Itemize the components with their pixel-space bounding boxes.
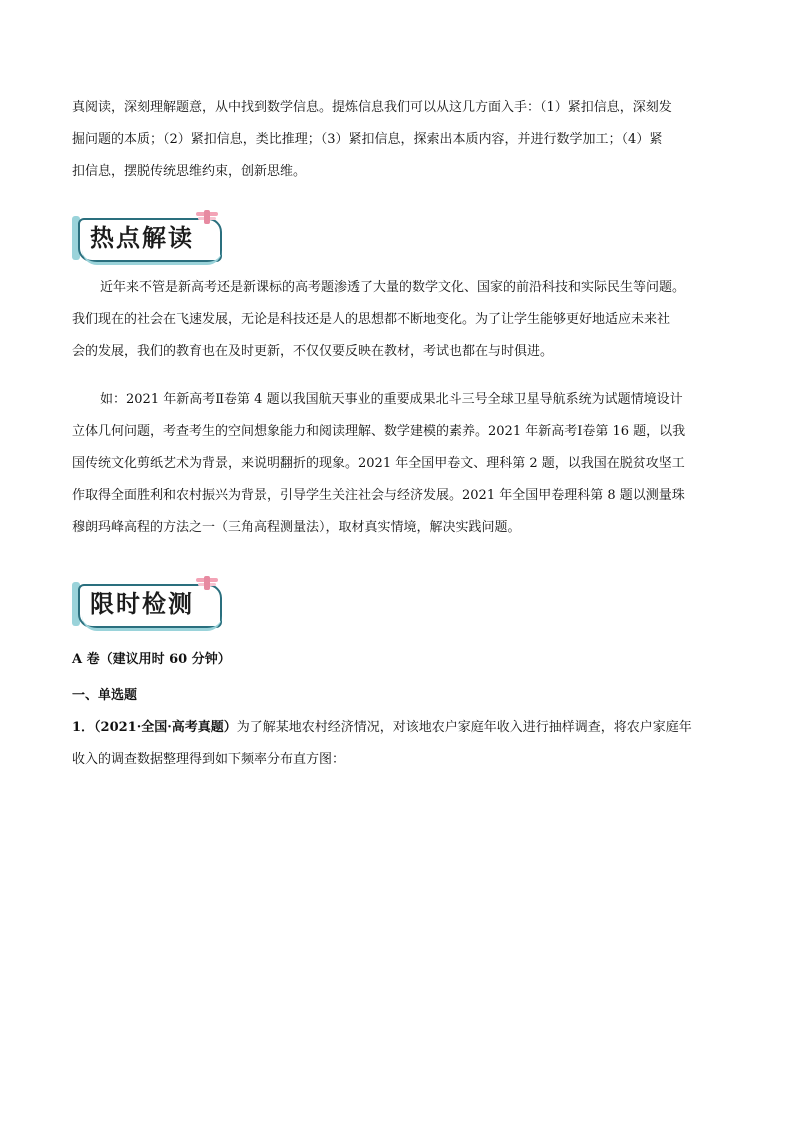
banner-title: 限时检测 (90, 589, 194, 618)
text-line: 会的发展，我们的教育也在及时更新，不仅仅要反映在教材，考试也都在与时俱进。 (72, 344, 554, 359)
hot-reading-banner (72, 210, 232, 262)
text-line: 如：2021 年新高考Ⅱ卷第 4 题以我国航天事业的重要成果北斗三号全球卫星导航系统为试题情境设计 (100, 392, 683, 407)
text-line: 穆朗玛峰高程的方法之一（三角高程测量法），取材真实情境，解决实践问题。 (72, 520, 521, 535)
intro-paragraph (72, 92, 722, 188)
volume-heading: A 卷（建议用时 60 分钟） (72, 652, 231, 667)
text-line: 我们现在的社会在飞速发展，无论是科技还是人的思想都不断地变化。为了让学生能够更好地适应未来社 (72, 312, 671, 327)
banner-title: 热点解读 (90, 223, 194, 252)
question-number: 1． (72, 720, 95, 735)
timed-test-banner (72, 576, 232, 628)
intro-line: 掘问题的本质；（2）紧扣信息，类比推理；（3）紧扣信息，探索出本质内容，并进行数学加工；（4）紧 (72, 132, 663, 147)
question-line (72, 712, 722, 744)
paper-clip-icon (196, 576, 218, 590)
intro-line: 扣信息，摆脱传统思维约束，创新思维。 (72, 164, 307, 179)
intro-line: 真阅读，深刻理解题意，从中找到数学信息。提炼信息我们可以从这几方面入手：（1）紧扣信息，深刻发 (72, 100, 672, 115)
hot-reading-paragraph-2 (72, 384, 722, 544)
text-line: 立体几何问题，考查考生的空间想象能力和阅读理解、数学建模的素养。2021 年新高考Ⅰ卷第 16 题，以我 (72, 424, 686, 439)
text-line: 近年来不管是新高考还是新课标的高考题渗透了大量的数学文化、国家的前沿科技和实际民生等问题。 (100, 280, 686, 295)
question-line: 收入的调查数据整理得到如下频率分布直方图： (72, 752, 346, 767)
text-line: 国传统文化剪纸艺术为背景，来说明翻折的现象。2021 年全国甲卷文、理科第 2 题，以我国在脱贫攻坚工 (72, 456, 685, 471)
question-source: （2021·全国·高考真题） (94, 720, 237, 735)
text-line: 作取得全面胜利和农村振兴为背景，引导学生关注社会与经济发展。2021 年全国甲卷理科第 8 题以测量珠 (72, 488, 685, 503)
paper-clip-icon (196, 210, 218, 224)
section-heading: 一、单选题 (72, 688, 138, 703)
question-1 (72, 712, 722, 776)
hot-reading-paragraph-1 (72, 272, 722, 368)
question-text: 为了解某地农村经济情况，对该地农户家庭年收入进行抽样调查，将农户家庭年 (236, 720, 692, 735)
